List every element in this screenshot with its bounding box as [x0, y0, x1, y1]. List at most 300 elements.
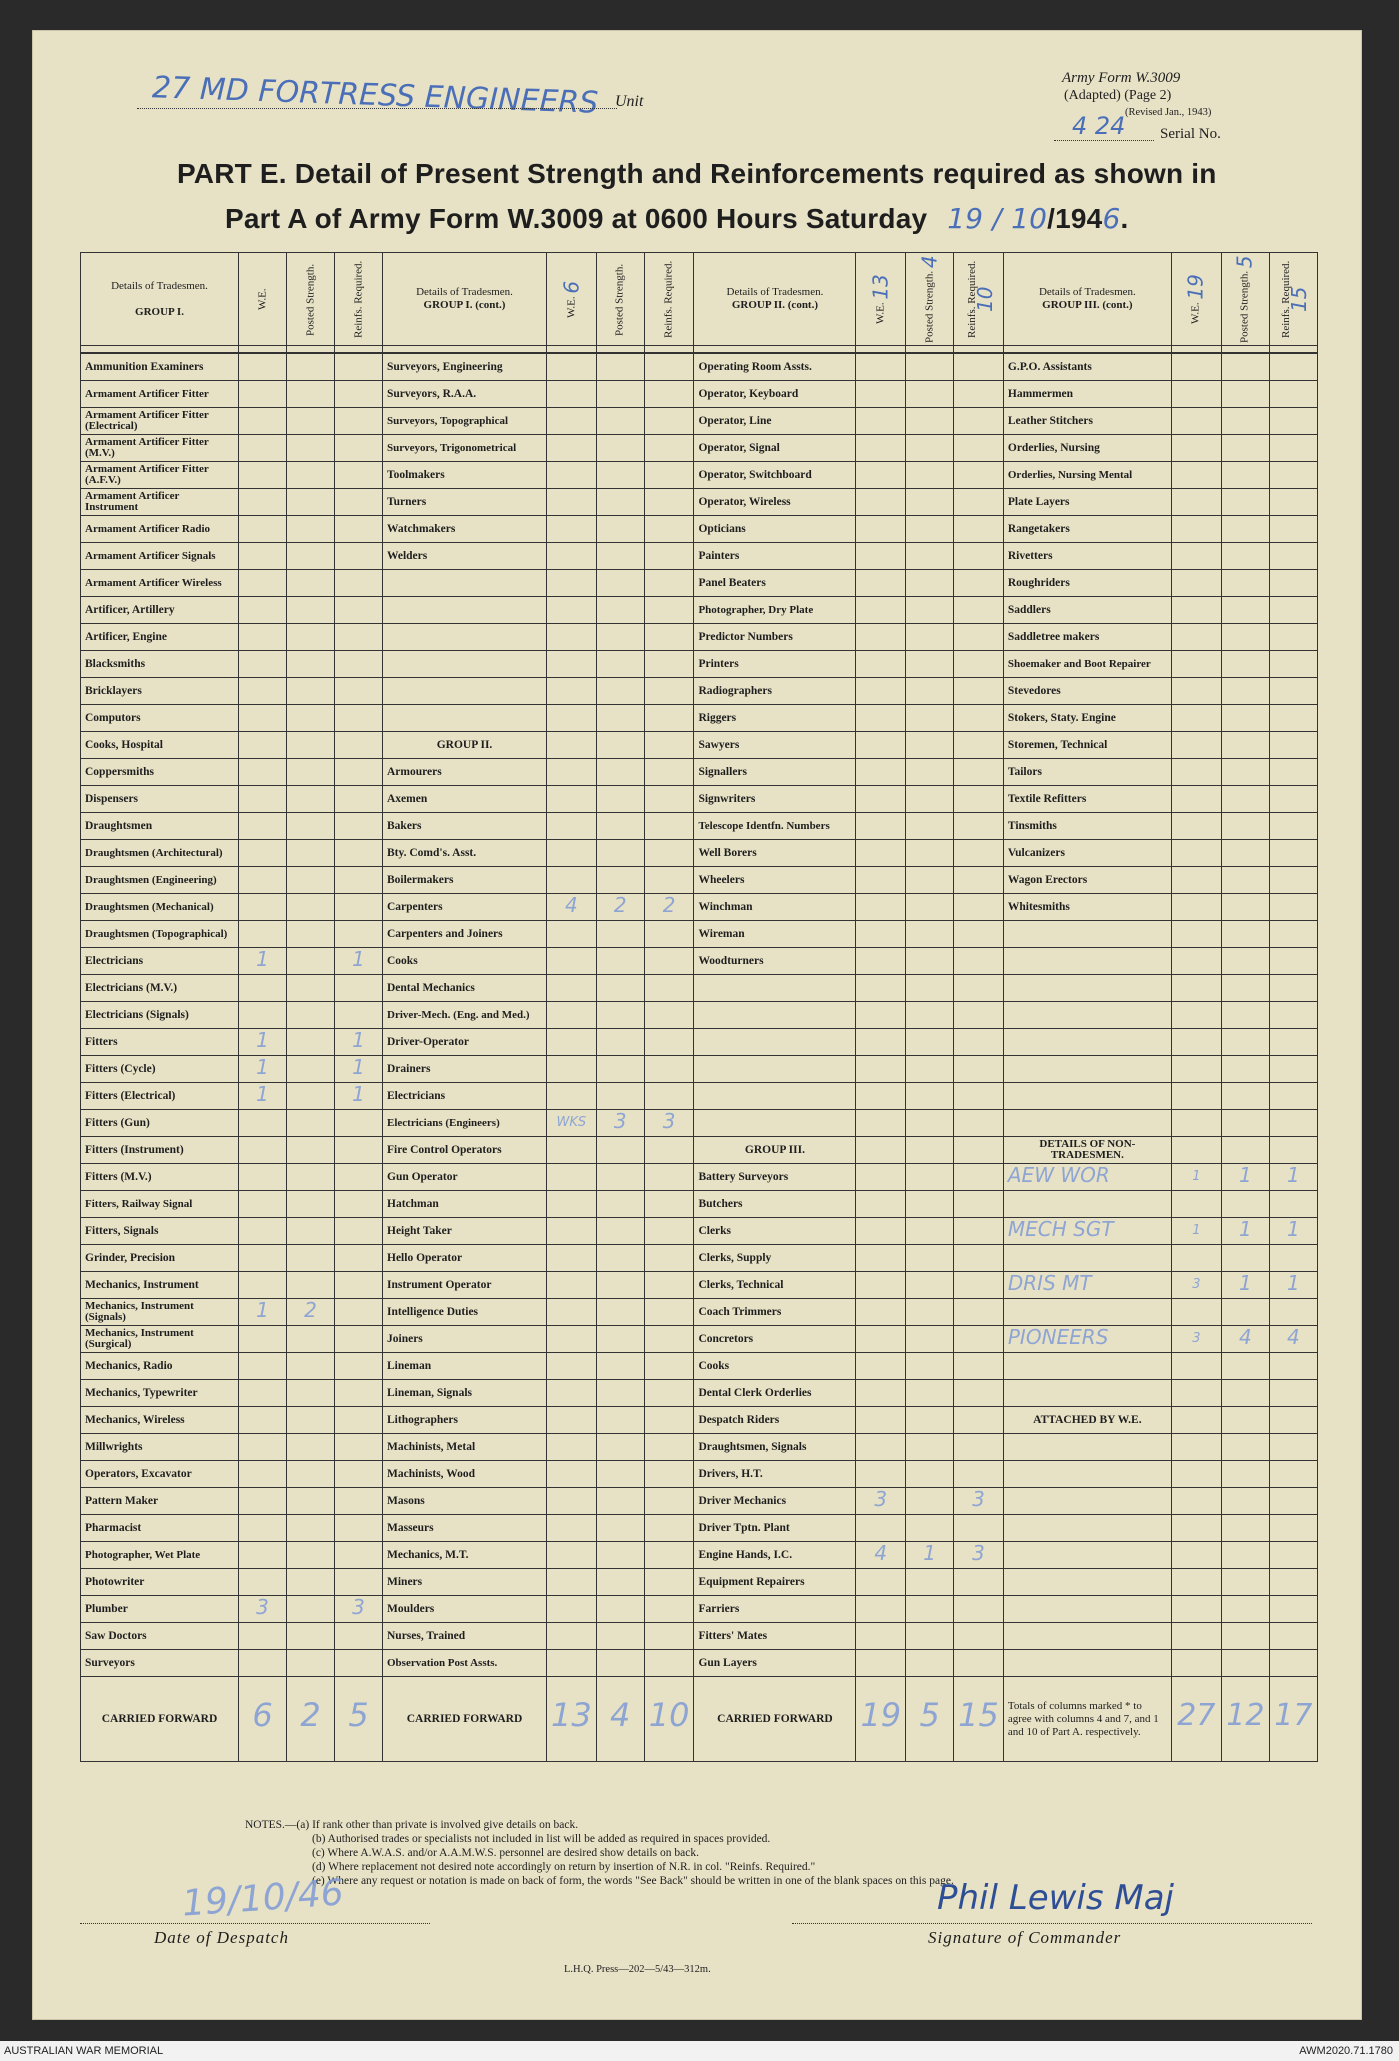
posted-cell [1221, 1515, 1269, 1542]
we-cell [239, 1056, 287, 1083]
trade-label: Dental Clerk Orderlies [694, 1380, 856, 1407]
posted-cell [1221, 813, 1269, 840]
posted-cell [287, 1353, 335, 1380]
trade-label: Storemen, Technical [1003, 732, 1171, 759]
we-cell [856, 1056, 906, 1083]
trade-label: Plumber [81, 1596, 239, 1623]
we-cell [239, 732, 287, 759]
we-cell [239, 894, 287, 921]
trade-label: Well Borers [694, 840, 856, 867]
reinfs-cell [1269, 975, 1317, 1002]
reinfs-cell [335, 1002, 383, 1029]
reinfs-cell [644, 1650, 694, 1677]
we-cell [856, 840, 906, 867]
table-row [81, 1353, 1318, 1380]
table-row [81, 516, 1318, 543]
we-cell [856, 1650, 906, 1677]
posted-cell [596, 462, 644, 489]
we-cell [239, 1191, 287, 1218]
table-row [81, 1164, 1318, 1191]
reinfs-cell [1269, 381, 1317, 408]
posted-cell [596, 516, 644, 543]
reinfs-cell [954, 1650, 1004, 1677]
trade-label: Machinists, Metal [383, 1434, 547, 1461]
trade-label: Whitesmiths [1003, 894, 1171, 921]
posted-cell [596, 1083, 644, 1110]
reinfs-cell [335, 1164, 383, 1191]
carried-forward-label: CARRIED FORWARD [81, 1677, 239, 1762]
trade-label: Mechanics, Instrument (Signals) [81, 1299, 239, 1326]
trade-label: Vulcanizers [1003, 840, 1171, 867]
posted-cell [596, 786, 644, 813]
reinfs-cell [954, 1245, 1004, 1272]
trade-label [1003, 1461, 1171, 1488]
trade-label: Rangetakers [1003, 516, 1171, 543]
header-posted: Posted Strength. [596, 253, 644, 346]
we-cell [1171, 1083, 1221, 1110]
table-row [81, 732, 1318, 759]
trade-label: Electricians (Engineers) [383, 1110, 547, 1137]
reinfs-cell [644, 1110, 694, 1137]
reinfs-cell [644, 408, 694, 435]
table-row [81, 1434, 1318, 1461]
trade-label: Cooks [694, 1353, 856, 1380]
posted-cell [1221, 1488, 1269, 1515]
posted-cell [596, 732, 644, 759]
we-cell [547, 408, 597, 435]
posted-cell [906, 705, 954, 732]
posted-cell [287, 678, 335, 705]
reinfs-cell [954, 1515, 1004, 1542]
header-we: W.E. [239, 253, 287, 346]
we-cell [547, 1461, 597, 1488]
posted-cell [1221, 1245, 1269, 1272]
trade-label: Fitters (Instrument) [81, 1137, 239, 1164]
serial-handwritten: 4 24 [1072, 112, 1126, 140]
we-cell [856, 1623, 906, 1650]
posted-cell [287, 462, 335, 489]
note-line: NOTES.—(a) If rank other than private is involved give details on back. [245, 1819, 579, 1831]
we-cell [1171, 813, 1221, 840]
reinfs-cell [644, 813, 694, 840]
trade-label: Nurses, Trained [383, 1623, 547, 1650]
we-cell [547, 1326, 597, 1353]
table-row [81, 1083, 1318, 1110]
reinfs-cell [335, 381, 383, 408]
posted-cell [596, 1326, 644, 1353]
reinfs-cell [644, 975, 694, 1002]
trade-label: Grinder, Precision [81, 1245, 239, 1272]
we-cell [1171, 651, 1221, 678]
posted-cell [596, 1299, 644, 1326]
reinfs-cell [335, 1353, 383, 1380]
we-cell [239, 1272, 287, 1299]
trade-label: Draughtsmen (Engineering) [81, 867, 239, 894]
trade-label: Operators, Excavator [81, 1461, 239, 1488]
trade-label: Farriers [694, 1596, 856, 1623]
we-cell [239, 1353, 287, 1380]
we-cell [239, 975, 287, 1002]
reinfs-cell [644, 489, 694, 516]
table-row [81, 1596, 1318, 1623]
trade-label: Axemen [383, 786, 547, 813]
trade-label [383, 624, 547, 651]
we-cell [1171, 1272, 1221, 1299]
reinfs-cell [335, 462, 383, 489]
posted-cell [1221, 705, 1269, 732]
trade-label: Electricians (M.V.) [81, 975, 239, 1002]
reinfs-cell [644, 1137, 694, 1164]
reinfs-cell [335, 489, 383, 516]
handwritten-entry: 1 [1192, 1169, 1201, 1184]
we-cell [239, 813, 287, 840]
we-cell [547, 381, 597, 408]
we-cell [547, 543, 597, 570]
we-cell [239, 435, 287, 462]
handwritten-entry: 4 [564, 893, 578, 917]
trade-label [1003, 1191, 1171, 1218]
we-cell [856, 1299, 906, 1326]
we-cell [856, 597, 906, 624]
trade-label: Operator, Keyboard [694, 381, 856, 408]
carried-forward-total: 6 [239, 1677, 287, 1762]
trade-label: Masons [383, 1488, 547, 1515]
posted-cell [287, 353, 335, 381]
header-reinfs: Reinfs. Required. [335, 253, 383, 346]
posted-cell [906, 1164, 954, 1191]
posted-cell [287, 1650, 335, 1677]
header-reinfs: Reinfs. Required. 10 [954, 253, 1004, 346]
commander-signature: Phil Lewis Maj [937, 1878, 1175, 1918]
we-cell [856, 651, 906, 678]
posted-cell [1221, 732, 1269, 759]
reinfs-cell [644, 353, 694, 381]
handwritten-entry: 4 [874, 1541, 888, 1565]
we-cell [547, 705, 597, 732]
we-cell [1171, 462, 1221, 489]
we-cell [239, 1326, 287, 1353]
carried-forward-total: 10 [644, 1677, 694, 1762]
table-row [81, 1623, 1318, 1650]
trade-label: Observation Post Assts. [383, 1650, 547, 1677]
reinfs-cell [954, 408, 1004, 435]
table-row [81, 353, 1318, 381]
reinfs-cell [954, 353, 1004, 381]
reinfs-cell [1269, 543, 1317, 570]
form-number: Army Form W.3009 [1062, 70, 1181, 86]
carried-forward-total: 15 [954, 1677, 1004, 1762]
posted-cell [596, 975, 644, 1002]
despatch-date-handwritten: 19/10/46 [180, 1872, 345, 1925]
reinfs-cell [335, 408, 383, 435]
table-row [81, 1191, 1318, 1218]
table-row [81, 1002, 1318, 1029]
trade-label: Fitters (Electrical) [81, 1083, 239, 1110]
table-row [81, 624, 1318, 651]
handwritten-non-tradesman: DRIS MT [1007, 1271, 1092, 1295]
reinfs-cell [335, 1137, 383, 1164]
we-cell [856, 1407, 906, 1434]
table-row [81, 1542, 1318, 1569]
strength-table [80, 252, 1318, 1762]
we-cell [856, 462, 906, 489]
posted-cell [596, 435, 644, 462]
posted-cell [287, 1488, 335, 1515]
reinfs-cell [954, 921, 1004, 948]
we-cell [856, 1569, 906, 1596]
we-cell [856, 948, 906, 975]
reinfs-cell [335, 1488, 383, 1515]
reinfs-cell [335, 759, 383, 786]
reinfs-cell [335, 1407, 383, 1434]
handwritten-non-tradesman: AEW WOR [1007, 1163, 1110, 1187]
posted-cell [596, 759, 644, 786]
we-cell [856, 759, 906, 786]
trade-label: Drivers, H.T. [694, 1461, 856, 1488]
reinfs-cell [954, 1056, 1004, 1083]
reinfs-cell [1269, 732, 1317, 759]
trade-label: Mechanics, Wireless [81, 1407, 239, 1434]
trade-label: Armament Artificer Fitter (A.F.V.) [81, 462, 239, 489]
trade-label [694, 975, 856, 1002]
carried-forward-total: 13 [547, 1677, 597, 1762]
table-row [81, 1380, 1318, 1407]
unit-handwritten: 27 MD FORTRESS ENGINEERS [151, 70, 599, 121]
posted-cell [1221, 1434, 1269, 1461]
note-line: (d) Where replacement not desired note accordingly on return by insertion of N.R. in col. "Reinfs. Required." [312, 1861, 816, 1873]
posted-cell [1221, 759, 1269, 786]
reinfs-cell [954, 462, 1004, 489]
reinfs-cell [954, 1434, 1004, 1461]
reinfs-cell [1269, 1488, 1317, 1515]
trade-label: Engine Hands, I.C. [694, 1542, 856, 1569]
reinfs-cell [335, 732, 383, 759]
trade-label: Signwriters [694, 786, 856, 813]
reinfs-cell [954, 1299, 1004, 1326]
trade-label: Sawyers [694, 732, 856, 759]
carried-forward-label: CARRIED FORWARD [694, 1677, 856, 1762]
trade-label: Bricklayers [81, 678, 239, 705]
archive-left-label: AUSTRALIAN WAR MEMORIAL [4, 2045, 164, 2057]
reinfs-cell [644, 894, 694, 921]
we-cell [1171, 1650, 1221, 1677]
table-row [81, 1137, 1318, 1164]
reinfs-cell [644, 516, 694, 543]
trade-label: Operator, Switchboard [694, 462, 856, 489]
handwritten-entry: WKS [556, 1115, 587, 1130]
we-cell [547, 1299, 597, 1326]
reinfs-cell [954, 1407, 1004, 1434]
posted-cell [596, 1164, 644, 1191]
trade-label: Armament Artificer Wireless [81, 570, 239, 597]
posted-cell [287, 1326, 335, 1353]
trade-label [1003, 1380, 1171, 1407]
posted-cell [287, 1164, 335, 1191]
posted-cell [596, 1488, 644, 1515]
trade-label: Fitters, Railway Signal [81, 1191, 239, 1218]
trade-label: Lineman, Signals [383, 1380, 547, 1407]
posted-cell [1221, 381, 1269, 408]
posted-cell [1221, 1164, 1269, 1191]
we-cell [547, 1434, 597, 1461]
trade-label: Battery Surveyors [694, 1164, 856, 1191]
we-cell [856, 570, 906, 597]
reinfs-cell [644, 705, 694, 732]
reinfs-cell [644, 1056, 694, 1083]
posted-cell [596, 678, 644, 705]
trade-label [1003, 975, 1171, 1002]
we-cell [856, 435, 906, 462]
trade-label [1003, 1326, 1171, 1353]
posted-cell [906, 1380, 954, 1407]
trade-label: Mechanics, M.T. [383, 1542, 547, 1569]
trade-label: Masseurs [383, 1515, 547, 1542]
we-cell [547, 678, 597, 705]
trade-label: Operator, Line [694, 408, 856, 435]
posted-cell [906, 408, 954, 435]
we-cell [1171, 867, 1221, 894]
reinfs-cell [644, 543, 694, 570]
trade-label: Tinsmiths [1003, 813, 1171, 840]
posted-cell [906, 1542, 954, 1569]
posted-cell [287, 894, 335, 921]
we-cell [239, 1569, 287, 1596]
posted-cell [596, 1380, 644, 1407]
posted-cell [906, 894, 954, 921]
posted-cell [906, 786, 954, 813]
posted-cell [906, 1326, 954, 1353]
posted-cell [287, 813, 335, 840]
we-cell [1171, 1110, 1221, 1137]
trade-label: Surveyors, R.A.A. [383, 381, 547, 408]
we-cell [239, 462, 287, 489]
we-cell [856, 1434, 906, 1461]
trade-label: Fire Control Operators [383, 1137, 547, 1164]
trade-label: Coppersmiths [81, 759, 239, 786]
trade-label: Photographer, Wet Plate [81, 1542, 239, 1569]
table-row [81, 867, 1318, 894]
reinfs-cell [335, 1191, 383, 1218]
table-row [81, 1218, 1318, 1245]
posted-cell [906, 1137, 954, 1164]
posted-cell [287, 1137, 335, 1164]
we-cell [856, 813, 906, 840]
trade-label: Millwrights [81, 1434, 239, 1461]
reinfs-cell [644, 840, 694, 867]
we-cell [1171, 353, 1221, 381]
posted-cell [1221, 894, 1269, 921]
trade-label: Butchers [694, 1191, 856, 1218]
trade-label: Concretors [694, 1326, 856, 1353]
reinfs-cell [335, 921, 383, 948]
trade-label [1003, 1353, 1171, 1380]
trade-label: Coach Trimmers [694, 1299, 856, 1326]
we-cell [856, 543, 906, 570]
posted-cell [1221, 597, 1269, 624]
reinfs-cell [335, 1434, 383, 1461]
reinfs-cell [954, 813, 1004, 840]
note-line: (b) Authorised trades or specialists not included in list will be added as required in spaces provided. [312, 1833, 771, 1845]
reinfs-cell [954, 1272, 1004, 1299]
reinfs-cell [1269, 1245, 1317, 1272]
trade-label: Leather Stitchers [1003, 408, 1171, 435]
reinfs-cell [644, 732, 694, 759]
trade-label: Roughriders [1003, 570, 1171, 597]
we-cell [547, 624, 597, 651]
posted-cell [287, 1002, 335, 1029]
posted-cell [287, 975, 335, 1002]
posted-cell [906, 1407, 954, 1434]
posted-cell [596, 894, 644, 921]
reinfs-cell [335, 948, 383, 975]
handwritten-entry: 2 [304, 1298, 317, 1322]
trade-label: Tailors [1003, 759, 1171, 786]
posted-cell [287, 705, 335, 732]
reinfs-cell [335, 1083, 383, 1110]
reinfs-cell [1269, 1002, 1317, 1029]
reinfs-cell [644, 1326, 694, 1353]
reinfs-cell [1269, 1272, 1317, 1299]
posted-cell [1221, 408, 1269, 435]
we-cell [547, 1002, 597, 1029]
posted-cell [596, 1596, 644, 1623]
reinfs-cell [1269, 1623, 1317, 1650]
form-adapted: (Adapted) (Page 2) [1064, 88, 1172, 103]
posted-cell [1221, 570, 1269, 597]
we-cell [547, 1164, 597, 1191]
table-row [81, 1461, 1318, 1488]
header-posted: Posted Strength. 4 [906, 253, 954, 346]
trade-label: Operating Room Assts. [694, 353, 856, 381]
posted-cell [1221, 1623, 1269, 1650]
trade-label: Watchmakers [383, 516, 547, 543]
we-cell [239, 1110, 287, 1137]
reinfs-cell [335, 1380, 383, 1407]
reinfs-cell [644, 624, 694, 651]
handwritten-entry: 1 [1287, 1163, 1300, 1187]
reinfs-cell [1269, 813, 1317, 840]
we-cell [1171, 1056, 1221, 1083]
posted-cell [596, 1056, 644, 1083]
trade-label: Fitters, Signals [81, 1218, 239, 1245]
we-cell [239, 1002, 287, 1029]
reinfs-cell [1269, 840, 1317, 867]
we-cell [1171, 570, 1221, 597]
posted-cell [287, 543, 335, 570]
posted-cell [596, 570, 644, 597]
reinfs-cell [335, 597, 383, 624]
reinfs-cell [954, 1110, 1004, 1137]
trade-label: Moulders [383, 1596, 547, 1623]
we-cell [1171, 840, 1221, 867]
reinfs-cell [335, 1029, 383, 1056]
posted-cell [1221, 867, 1269, 894]
trade-label: Carpenters [383, 894, 547, 921]
trade-label: Armourers [383, 759, 547, 786]
note-line: (e) Where any request or notation is made on back of form, the words "See Back" should be written in one of the blank spaces on this page. [312, 1875, 954, 1887]
reinfs-cell [335, 1515, 383, 1542]
handwritten-entry: 1 [256, 1082, 269, 1106]
posted-cell [596, 1191, 644, 1218]
we-cell [856, 1137, 906, 1164]
we-cell [856, 1596, 906, 1623]
we-cell [239, 651, 287, 678]
posted-cell [906, 867, 954, 894]
posted-cell [287, 1191, 335, 1218]
we-cell [547, 759, 597, 786]
posted-cell [906, 570, 954, 597]
posted-cell [596, 813, 644, 840]
